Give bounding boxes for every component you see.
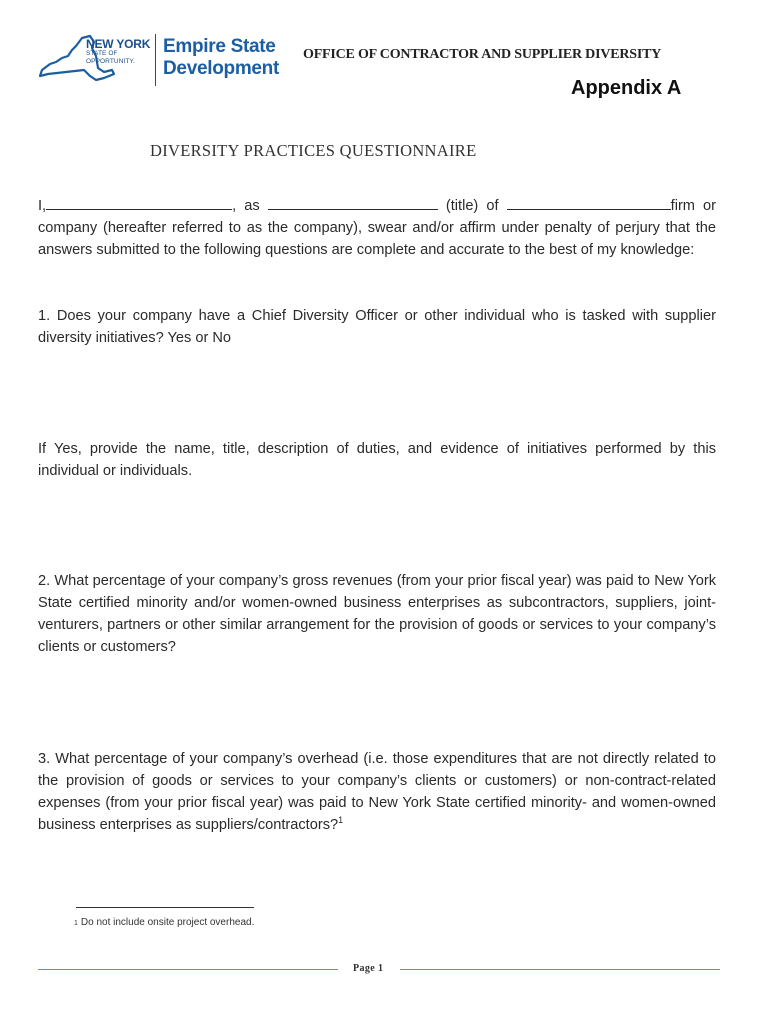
ny-line3: OPPORTUNITY.: [86, 57, 135, 65]
page-number: Page 1: [353, 963, 384, 974]
footnote-number: 1: [74, 920, 78, 927]
footnote-rule: [76, 907, 254, 908]
intro-prefix: I,: [38, 198, 47, 214]
appendix-label: Appendix A: [571, 77, 682, 99]
intro-firm: firm or: [670, 198, 717, 214]
new-york-wordmark: [86, 38, 150, 65]
question-2: 2. What percentage of your company’s gross revenues (from your prior fiscal year) was paid to New York State certified minority and/or women-owned business enterprises as subcontractors, suppliers, joint-venturers, partners or other similar arrangement for the provision of goods or services to your company’s clients or customers?: [38, 573, 716, 655]
esd-line1: Empire State: [163, 36, 276, 57]
empire-state-development-logo: [38, 32, 288, 90]
footnote-reference: 1: [338, 815, 344, 826]
logo-divider: [155, 34, 156, 86]
footer-rule-right: [400, 969, 720, 970]
intro-rest: company (hereafter referred to as the company), swear and/or affirm under penalty of perjury that the answers submitted to the following questions are complete and accurate to the best of my knowledge:: [38, 220, 716, 258]
office-title: OFFICE OF CONTRACTOR AND SUPPLIER DIVERSITY: [303, 47, 662, 62]
intro-as: , as: [232, 198, 260, 214]
question-3-text: 3. What percentage of your company’s overhead (i.e. those expenditures that are not directly related to the provision of goods or services to your company’s clients or customers) or non-contract-related expenses (from your prior fiscal year) was paid to New York State certified minority- and women-owned business enterprises as suppliers/contractors?: [38, 751, 716, 833]
footnote: [74, 917, 254, 928]
ny-line2: STATE OF: [86, 50, 118, 57]
intro-title-of: (title) of: [445, 198, 499, 214]
name-blank-field[interactable]: [46, 195, 232, 210]
document-title: DIVERSITY PRACTICES QUESTIONNAIRE: [150, 141, 477, 160]
ny-line1: NEW YORK: [86, 37, 151, 51]
footnote-text: Do not include onsite project overhead.: [80, 917, 255, 928]
esd-wordmark: [163, 36, 279, 80]
footer-rule-left: [38, 969, 338, 970]
intro-paragraph: [38, 195, 716, 261]
esd-line2: Development: [163, 58, 280, 79]
question-1-followup: If Yes, provide the name, title, description of duties, and evidence of initiatives performed by this individual or individuals.: [38, 441, 716, 479]
firm-blank-field[interactable]: [507, 195, 671, 210]
title-blank-field[interactable]: [268, 195, 438, 210]
question-3: [38, 748, 716, 836]
question-1: 1. Does your company have a Chief Diversity Officer or other individual who is tasked with supplier diversity initiatives? Yes or No: [38, 308, 716, 346]
